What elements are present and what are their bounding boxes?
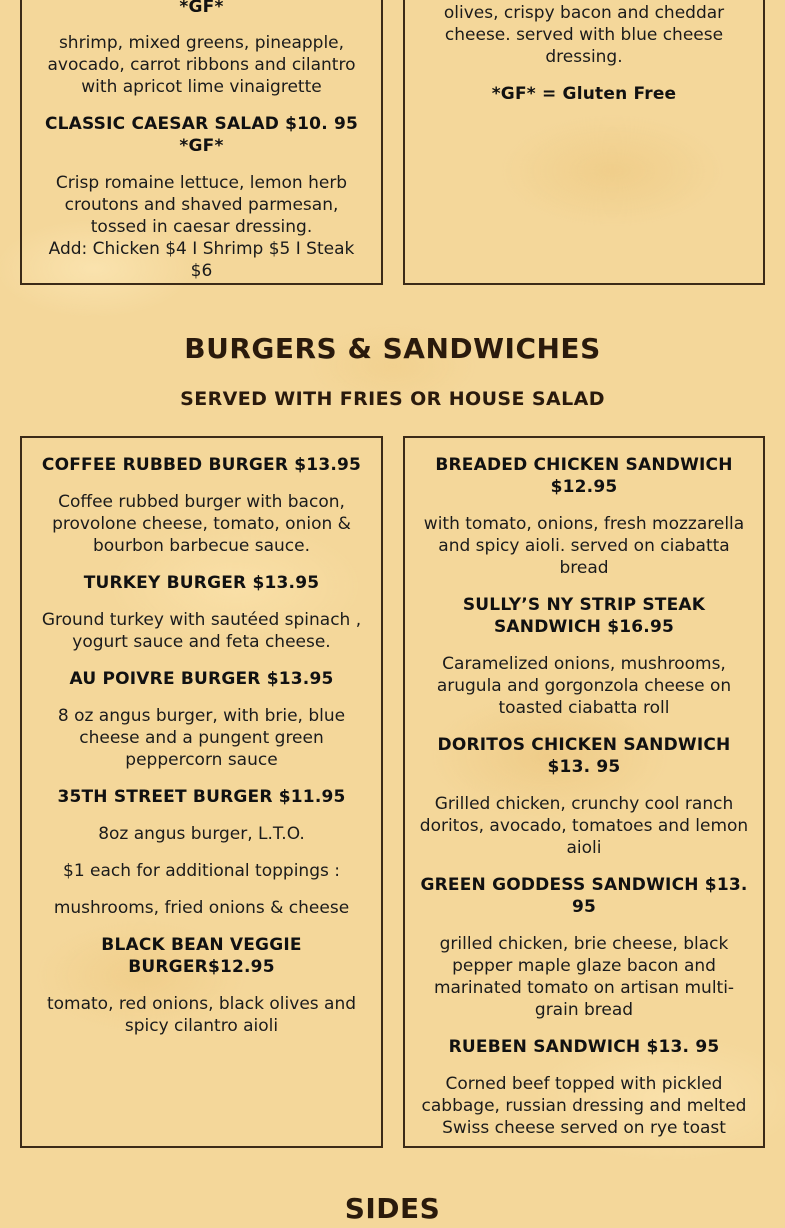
partial-item-gf-tag: *GF* (179, 0, 224, 17)
menu-item-description: Coffee rubbed burger with bacon, provolone cheese, tomato, onion & bourbon barbecue sauce. (52, 492, 351, 556)
salads-right-box (403, 0, 765, 285)
shrimp-salad-description: shrimp, mixed greens, pineapple, avocado, carrot ribbons and cilantro with apricot lime vinaigrette (47, 33, 356, 97)
caesar-salad-title: CLASSIC CAESAR SALAD $10. 95 *GF* (44, 114, 359, 156)
menu-item-title: BREADED CHICKEN SANDWICH $12.95 (435, 455, 733, 497)
menu-item-description: 8oz angus burger, L.T.O. (98, 824, 305, 844)
menu-item-title: TURKEY BURGER $13.95 (83, 573, 320, 593)
caesar-salad-add-ons: Add: Chicken $4 I Shrimp $5 I Steak $6 (48, 239, 355, 281)
toppings-note: $1 each for additional toppings : (63, 861, 340, 881)
menu-item-title: DORITOS CHICKEN SANDWICH $13. 95 (437, 735, 731, 777)
menu-item-description: Ground turkey with sautéed spinach , yogurt sauce and feta cheese. (41, 610, 362, 652)
menu-item-title: AU POIVRE BURGER $13.95 (69, 669, 334, 689)
menu-item-title: GREEN GODDESS SANDWICH $13. 95 (420, 875, 748, 917)
veggie-burger-description: tomato, red onions, black olives and spicy cilantro aioli (46, 994, 357, 1036)
menu-item-title: COFFEE RUBBED BURGER $13.95 (41, 455, 362, 475)
menu-item-title: 35TH STREET BURGER $11.95 (57, 787, 346, 807)
menu-item-description: grilled chicken, brie cheese, black pepper maple glaze bacon and marinated tomato on artisan multi-grain bread (433, 934, 735, 1020)
toppings-list: mushrooms, fried onions & cheese (53, 898, 350, 918)
menu-item-description: with tomato, onions, fresh mozzarella and spicy aioli. served on ciabatta bread (423, 514, 745, 578)
menu-item-title: SULLY’S NY STRIP STEAK SANDWICH $16.95 (462, 595, 706, 637)
menu-item-description: Caramelized onions, mushrooms, arugula and gorgonzola cheese on toasted ciabatta roll (436, 654, 732, 718)
sides-heading: SIDES (344, 1192, 441, 1225)
menu-item-title: RUEBEN SANDWICH $13. 95 (448, 1037, 720, 1057)
burgers-box (20, 436, 383, 1148)
menu-item-description: Corned beef topped with pickled cabbage, russian dressing and melted Swiss cheese served on rye toast (421, 1074, 747, 1138)
gluten-free-note: *GF* = Gluten Free (491, 84, 677, 104)
sandwiches-box (403, 436, 765, 1148)
veggie-burger-title: BLACK BEAN VEGGIE BURGER$12.95 (101, 935, 302, 977)
cobb-salad-description: olives, crispy bacon and cheddar cheese. served with blue cheese dressing. (443, 3, 725, 67)
served-with-subheading: SERVED WITH FRIES OR HOUSE SALAD (180, 388, 605, 410)
menu-item-description: 8 oz angus burger, with brie, blue cheese and a pungent green peppercorn sauce (57, 706, 346, 770)
menu-item-description: Grilled chicken, crunchy cool ranch doritos, avocado, tomatoes and lemon aioli (419, 794, 749, 858)
caesar-salad-description: Crisp romaine lettuce, lemon herb croutons and shaved parmesan, tossed in caesar dressing. (55, 173, 348, 237)
burgers-sandwiches-heading: BURGERS & SANDWICHES (184, 332, 601, 365)
salads-left-box (20, 0, 383, 285)
